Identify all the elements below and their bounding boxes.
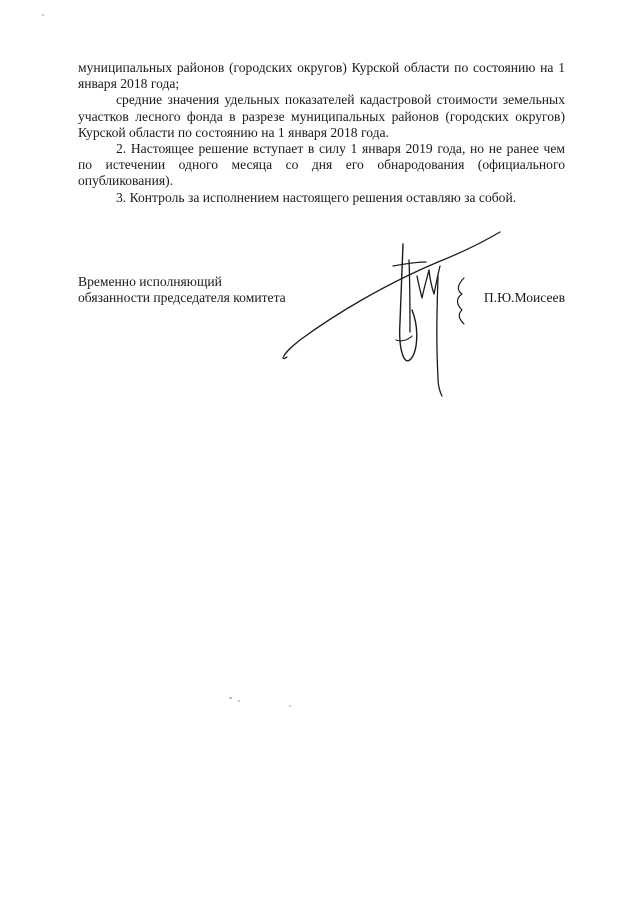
scan-speck xyxy=(229,697,232,699)
handwritten-signature-icon xyxy=(278,228,508,400)
paragraph-cadastral-values: средние значения удельных показателей кадастровой стоимости земельных участков лесного фонда в разрезе муниципальных районов (городских округов) Курской области по состоянию на 1 января 2018 года. xyxy=(78,92,565,140)
paragraph-control: 3. Контроль за исполнением настоящего решения оставляю за собой. xyxy=(116,189,517,205)
scan-speck xyxy=(42,14,44,16)
scan-speck xyxy=(238,700,240,702)
scan-speck xyxy=(289,705,291,707)
signatory-role-line-1: Временно исполняющий xyxy=(78,274,222,289)
paragraph-effective-date: 2. Настоящее решение вступает в силу 1 января 2019 года, но не ранее чем по истечении одного месяца со дня его обнародования (официального опубликования). xyxy=(78,141,565,189)
paragraph-continuation: муниципальных районов (городских округов) Курской области по состоянию на 1 января 2018 года; xyxy=(78,60,565,92)
signatory-name: П.Ю.Моисеев xyxy=(483,290,565,305)
signatory-role-line-2: обязанности председателя комитета xyxy=(78,290,286,306)
document-body xyxy=(78,60,565,206)
